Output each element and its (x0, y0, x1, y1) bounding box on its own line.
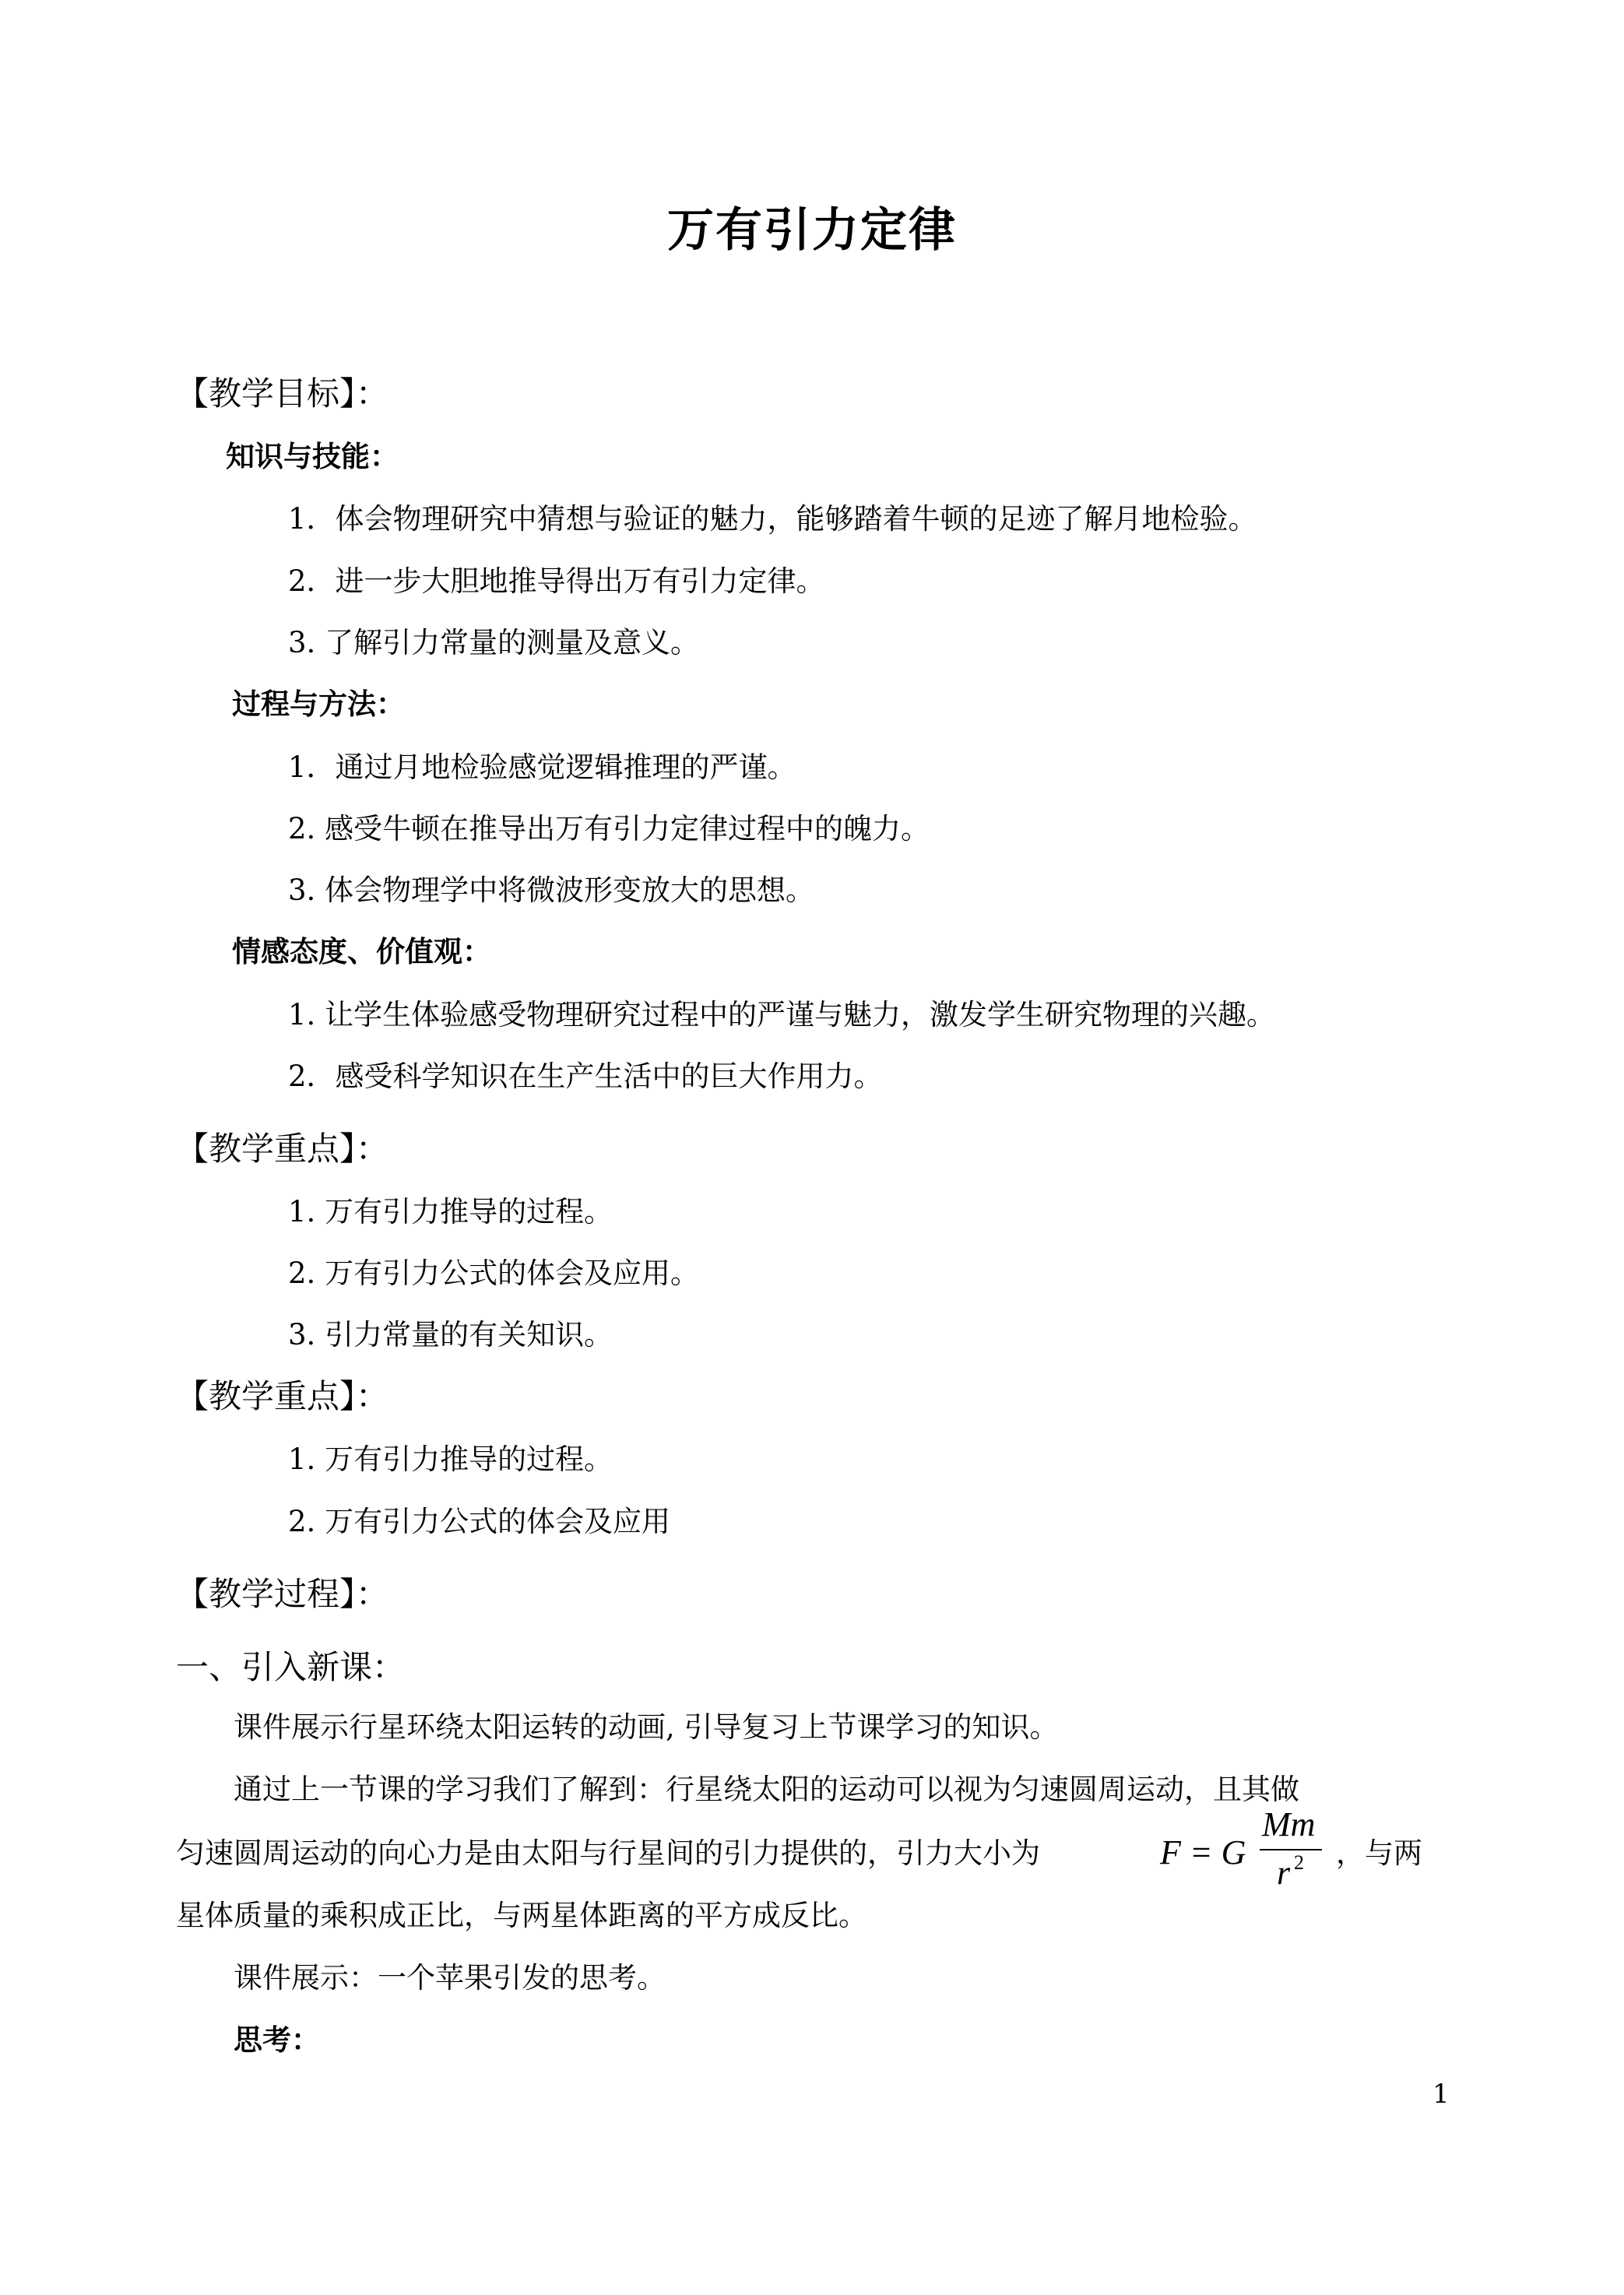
page-title: 万有引力定律 (667, 203, 957, 258)
attitude-item-2: 2．感受科学知识在生产生活中的巨大作用力。 (288, 1060, 883, 1093)
knowledge-item-3: 3. 了解引力常量的测量及意义。 (288, 626, 700, 659)
process-section-heading: 【教学过程】： (176, 1575, 389, 1613)
knowledge-item-1: 1．体会物理研究中猜想与验证的魅力，能够踏着牛顿的足迹了解月地检验。 (288, 502, 1257, 536)
key-point-item-2: 2. 万有引力公式的体会及应用。 (288, 1256, 700, 1290)
process-item-1: 1．通过月地检验感觉逻辑推理的严谨。 (288, 750, 796, 784)
intro-paragraph-2-line-3: 星体质量的乘积成正比，与两星体距离的平方成反比。 (176, 1899, 867, 1932)
key-point-item-3: 3. 引力常量的有关知识。 (288, 1318, 613, 1351)
key-points-heading: 【教学重点】： (176, 1130, 389, 1168)
objectives-heading: 【教学目标】： (176, 374, 389, 413)
process-item-2: 2. 感受牛顿在推导出万有引力定律过程中的魄力。 (288, 812, 930, 845)
key-point-2-item-1: 1. 万有引力推导的过程。 (288, 1443, 613, 1476)
formula-denominator: r (1277, 1854, 1291, 1892)
intro-paragraph-2-line-2: 匀速圆周运动的向心力是由太阳与行星间的引力提供的，引力大小为 (176, 1836, 1040, 1870)
attitude-item-1: 1. 让学生体验感受物理研究过程中的严谨与魅力，激发学生研究物理的兴趣。 (288, 998, 1276, 1032)
knowledge-item-2: 2．进一步大胆地推导得出万有引力定律。 (288, 564, 825, 598)
key-point-item-1: 1. 万有引力推导的过程。 (288, 1195, 613, 1228)
fraction-bar (1260, 1849, 1322, 1850)
formula-exponent: 2 (1294, 1851, 1304, 1874)
intro-paragraph-1: 课件展示行星环绕太阳运转的动画, 引导复习上节课学习的知识。 (234, 1710, 1059, 1744)
intro-paragraph-2-line-2-end: ，与两 (1336, 1836, 1422, 1870)
intro-heading: 一、引入新课： (176, 1648, 406, 1686)
formula-lhs: F = G (1160, 1833, 1246, 1871)
key-point-2-item-2: 2. 万有引力公式的体会及应用 (288, 1505, 671, 1538)
knowledge-label: 知识与技能： (226, 440, 399, 473)
intro-paragraph-3: 课件展示：一个苹果引发的思考。 (234, 1961, 666, 1995)
intro-paragraph-2-line-1: 通过上一节课的学习我们了解到：行星绕太阳的运动可以视为匀速圆周运动，且其做 (234, 1773, 1299, 1806)
attitude-label: 情感态度、价值观： (232, 935, 491, 968)
process-item-3: 3. 体会物理学中将微波形变放大的思想。 (288, 873, 815, 907)
process-label: 过程与方法： (232, 687, 405, 721)
gravitation-formula (1160, 1805, 1339, 1906)
page-number: 1 (1432, 2079, 1450, 2110)
formula-numerator: Mm (1262, 1805, 1316, 1843)
key-points-2-heading: 【教学重点】： (176, 1377, 389, 1415)
think-label: 思考： (234, 2023, 320, 2057)
